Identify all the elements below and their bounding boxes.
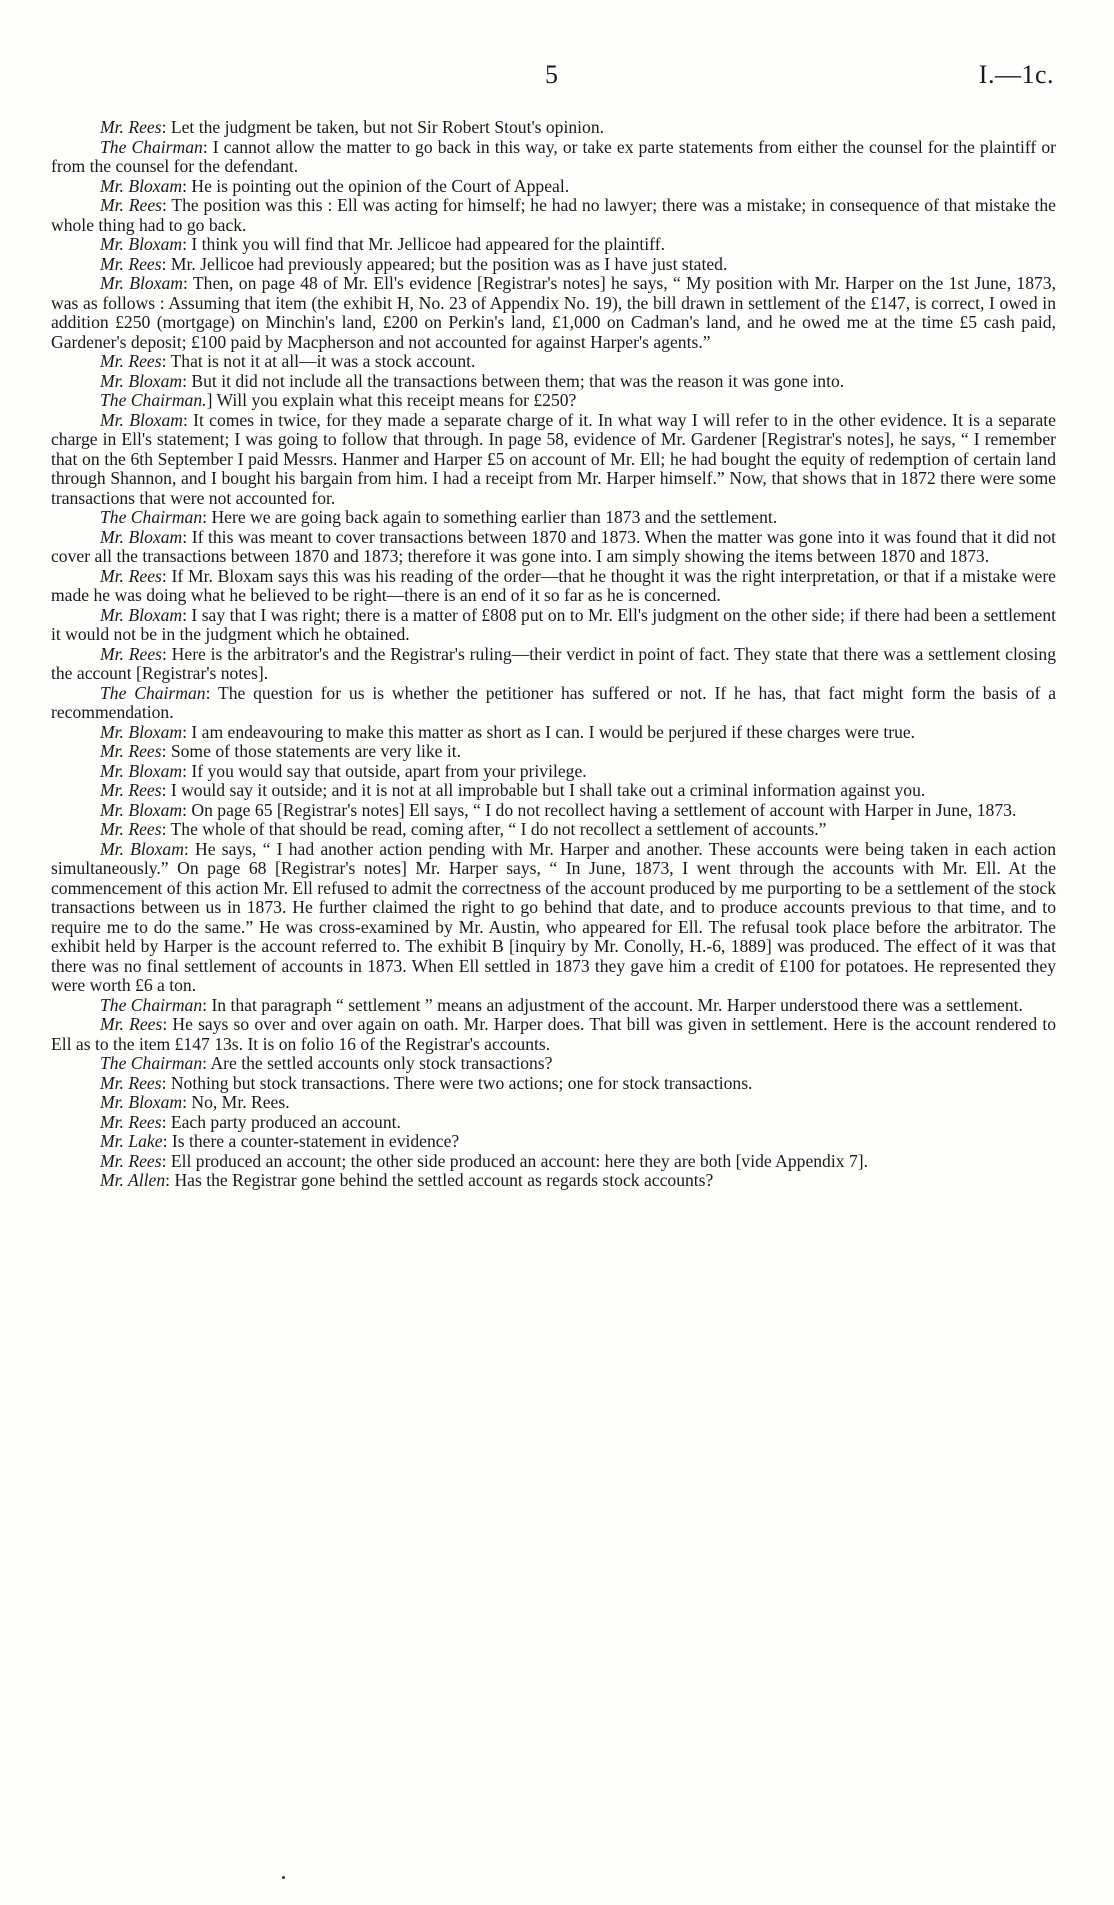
speech-text: ] Will you explain what this receipt means for £250? — [206, 390, 577, 410]
transcript-paragraph — [51, 508, 1056, 528]
speaker-name: Mr. Rees — [100, 1111, 162, 1132]
speech-text: : I am endeavouring to make this matter as short as I can. I would be perjured if these charges were true. — [182, 721, 916, 742]
speaker-name: Mr. Rees — [100, 1150, 162, 1171]
transcript-paragraph — [51, 781, 1056, 801]
transcript-paragraph — [51, 801, 1056, 821]
speaker-name: Mr. Bloxam — [100, 760, 183, 781]
transcript-paragraph — [51, 177, 1056, 197]
speaker-name: Mr. Rees — [100, 819, 162, 839]
transcript-paragraph — [51, 762, 1056, 782]
page-number: 5 — [545, 60, 558, 89]
speech-text: : In that paragraph “ settlement ” means an adjustment of the account. Mr. Harper understood there was a settlement. — [202, 994, 1023, 1015]
speaker-name: Mr. Bloxam — [100, 838, 184, 859]
speech-text: : Ell produced an account; the other side produced an account: here they are both [vide Appendix 7]. — [161, 1150, 868, 1171]
speech-text: : I think you will find that Mr. Jellicoe had appeared for the plaintiff. — [182, 234, 665, 254]
speech-text: : He says so over and over again on oath. Mr. Harper does. That bill was given in settlement. Here is the account rendered to Ell as to the item £147 13s. It is on folio 16 of the Registrar's accounts. — [51, 1014, 1057, 1054]
speaker-name: Mr. Rees — [100, 1072, 162, 1093]
speaker-name: Mr. Rees — [100, 253, 162, 274]
transcript-paragraph — [51, 645, 1056, 684]
speech-text: : Has the Registrar gone behind the settled account as regards stock accounts? — [165, 1170, 714, 1190]
transcript-paragraph — [51, 996, 1056, 1016]
speech-text: : Here is the arbitrator's and the Registrar's ruling—their verdict in point of fact. They state that there was a settlement closing the account [Registrar's notes]. — [51, 643, 1057, 683]
speaker-name: Mr. Rees — [100, 741, 162, 761]
speech-text: : He says, “ I had another action pending with Mr. Harper and another. These accounts were being taken in each action simultaneously.” On page 68 [Registrar's notes] Mr. Harper says, “ In June, 1873, I went through the accounts with Mr. Ell. At the commencement of this action Mr. Ell refused to admit the correctness of the account produced by me purporting to be a settlement of the stock transactions between us in 1873. He further claimed the right to go behind that date, and to produce accounts previous to that time, and to require me to do the same.” He was cross-examined by Mr. Austin, who appeared for Ell. The refusal took place before the arbitrator. The exhibit held by Harper is the account referred to. The exhibit B [inquiry by Mr. Conolly, H.-6, 1889] was produced. The effect of it was that there was no final settlement of accounts in 1873. When Ell settled in 1873 they gave him a credit of £100 for potatoes. He represented they were worth £6 a ton. — [51, 838, 1056, 995]
transcript-paragraph — [51, 1132, 1056, 1152]
transcript-paragraph — [51, 1093, 1056, 1113]
speech-text: : No, Mr. Rees. — [182, 1092, 290, 1112]
transcript-paragraph — [51, 391, 1056, 411]
speaker-name: Mr. Rees — [100, 351, 162, 371]
speaker-name: The Chairman. — [100, 390, 207, 410]
speaker-name: Mr. Rees — [100, 117, 162, 137]
speech-text: : Is there a counter-statement in evidence? — [162, 1131, 460, 1151]
speaker-name: Mr. Lake — [100, 1131, 163, 1151]
speech-text: : If you would say that outside, apart from your privilege. — [182, 760, 587, 781]
speech-text: : The whole of that should be read, coming after, “ I do not recollect a settlement of accounts.” — [161, 819, 827, 839]
speech-text: : Then, on page 48 of Mr. Ell's evidence [Registrar's notes] he says, “ My position with Mr. Harper on the 1st June, 1873, was as follows : Assuming that item (the exhibit H, No. 23 of Appendix No. 19), the bill drawn in settlement of the £147, is correct, I owed in addition £250 (mortgage) on Minchin's land, £200 on Perkin's land, £1,000 on Cadman's land, and he owed me at the time £5 cash paid, Gardener's deposit; £100 paid by Macpherson and not accounted for against Harper's agents.” — [51, 273, 1056, 352]
speaker-name: Mr. Bloxam — [100, 1092, 183, 1112]
speaker-name: Mr. Bloxam — [100, 604, 183, 625]
transcript-paragraph — [51, 1171, 1056, 1191]
speech-text: : I would say it outside; and it is not at all improbable but I shall take out a criminal information against you. — [161, 780, 926, 800]
transcript-paragraph — [51, 255, 1056, 275]
speech-text: : I cannot allow the matter to go back in this way, or take ex parte statements from either the counsel for the plaintiff or from the counsel for the defendant. — [51, 136, 1056, 176]
speech-text: : But it did not include all the transactions between them; that was the reason it was gone into. — [182, 370, 845, 391]
speaker-name: Mr. Rees — [100, 643, 162, 664]
speech-text: : If this was meant to cover transactions between 1870 and 1873. When the matter was gone into it was found that it did not cover all the transactions between 1870 and 1873; therefore it was gone into. I am simply showing the items between 1870 and 1873. — [51, 526, 1056, 566]
speaker-name: Mr. Rees — [100, 1014, 163, 1034]
transcript-paragraph — [51, 411, 1056, 509]
page-header — [0, 60, 1114, 100]
speaker-name: Mr. Bloxam — [100, 721, 183, 742]
transcript-paragraph — [51, 235, 1056, 255]
speaker-name: Mr. Rees — [100, 780, 162, 800]
transcript-paragraph — [51, 1113, 1056, 1133]
speck-mark — [282, 1876, 285, 1879]
speaker-name: Mr. Bloxam — [100, 370, 183, 391]
speech-text: : Each party produced an account. — [161, 1111, 401, 1132]
transcript-paragraph — [51, 196, 1056, 235]
speech-text: : Mr. Jellicoe had previously appeared; but the position was as I have just stated. — [161, 253, 728, 274]
transcript-paragraph — [51, 274, 1056, 352]
speaker-name: Mr. Rees — [100, 565, 162, 586]
speaker-name: The Chairman — [100, 994, 203, 1015]
speech-text: : Nothing but stock transactions. There were two actions; one for stock transactions. — [161, 1072, 753, 1093]
speaker-name: Mr. Bloxam — [100, 234, 183, 254]
speaker-name: The Chairman — [100, 507, 203, 527]
transcript-body — [51, 118, 1056, 1191]
speech-text: : Some of those statements are very like it. — [161, 741, 462, 761]
speaker-name: The Chairman — [100, 682, 206, 703]
transcript-paragraph — [51, 684, 1056, 723]
speaker-name: Mr. Rees — [100, 195, 162, 215]
speaker-name: The Chairman — [100, 136, 203, 157]
transcript-paragraph — [51, 723, 1056, 743]
speech-text: : He is pointing out the opinion of the Court of Appeal. — [182, 175, 570, 196]
speaker-name: The Chairman — [100, 1053, 203, 1073]
transcript-paragraph — [51, 1015, 1056, 1054]
transcript-paragraph — [51, 118, 1056, 138]
transcript-paragraph — [51, 138, 1056, 177]
speaker-name: Mr. Bloxam — [100, 409, 183, 430]
speech-text: : If Mr. Bloxam says this was his reading of the order—that he thought it was the right interpretation, or that if a mistake were made he was doing what he believed to be right—there is an end of it so far as he is concerned. — [51, 565, 1056, 605]
speaker-name: Mr. Allen — [100, 1170, 166, 1190]
transcript-paragraph — [51, 742, 1056, 762]
transcript-paragraph — [51, 567, 1056, 606]
transcript-paragraph — [51, 372, 1056, 392]
speech-text: : Let the judgment be taken, but not Sir Robert Stout's opinion. — [161, 117, 605, 137]
speech-text: : It comes in twice, for they made a separate charge of it. In what way I will refer to in the other evidence. It is a separate charge in Ell's statement; I was going to follow that through. In page 58, evidence of Mr. Gardener [Registrar's notes], he says, “ I remember that on the 6th September I paid Messrs. Hanmer and Harper £5 on account of Mr. Ell; he had bought the equity of redemption of certain land through Shannon, and I bought his bargain from him. I had a receipt from Mr. Harper himself.” Now, that shows that in 1872 there were some transactions that were not accounted for. — [51, 409, 1056, 508]
transcript-paragraph — [51, 606, 1056, 645]
speech-text: : On page 65 [Registrar's notes] Ell says, “ I do not recollect having a settlement of account with Harper in June, 1873. — [182, 799, 1017, 820]
transcript-paragraph — [51, 1152, 1056, 1172]
speaker-name: Mr. Bloxam — [100, 526, 183, 547]
speech-text: : The position was this : Ell was acting for himself; he had no lawyer; there was a mistake; in consequence of that mistake the whole thing had to go back. — [51, 195, 1056, 235]
transcript-paragraph — [51, 1054, 1056, 1074]
speech-text: : Are the settled accounts only stock transactions? — [202, 1053, 553, 1073]
transcript-paragraph — [51, 820, 1056, 840]
transcript-paragraph — [51, 352, 1056, 372]
transcript-paragraph — [51, 528, 1056, 567]
speech-text: : Here we are going back again to something earlier than 1873 and the settlement. — [202, 507, 778, 527]
document-reference: I.—1c. — [978, 60, 1054, 89]
speech-text: : I say that I was right; there is a matter of £808 put on to Mr. Ell's judgment on the other side; if there had been a settlement it would not be in the judgment which he obtained. — [51, 604, 1057, 644]
transcript-paragraph — [51, 840, 1056, 996]
speaker-name: Mr. Bloxam — [100, 799, 183, 820]
speech-text: : The question for us is whether the petitioner has suffered or not. If he has, that fact might form the basis of a recommendation. — [51, 682, 1056, 722]
speaker-name: Mr. Bloxam — [100, 175, 183, 196]
speaker-name: Mr. Bloxam — [100, 273, 184, 293]
transcript-paragraph — [51, 1074, 1056, 1094]
speech-text: : That is not it at all—it was a stock account. — [161, 351, 476, 371]
